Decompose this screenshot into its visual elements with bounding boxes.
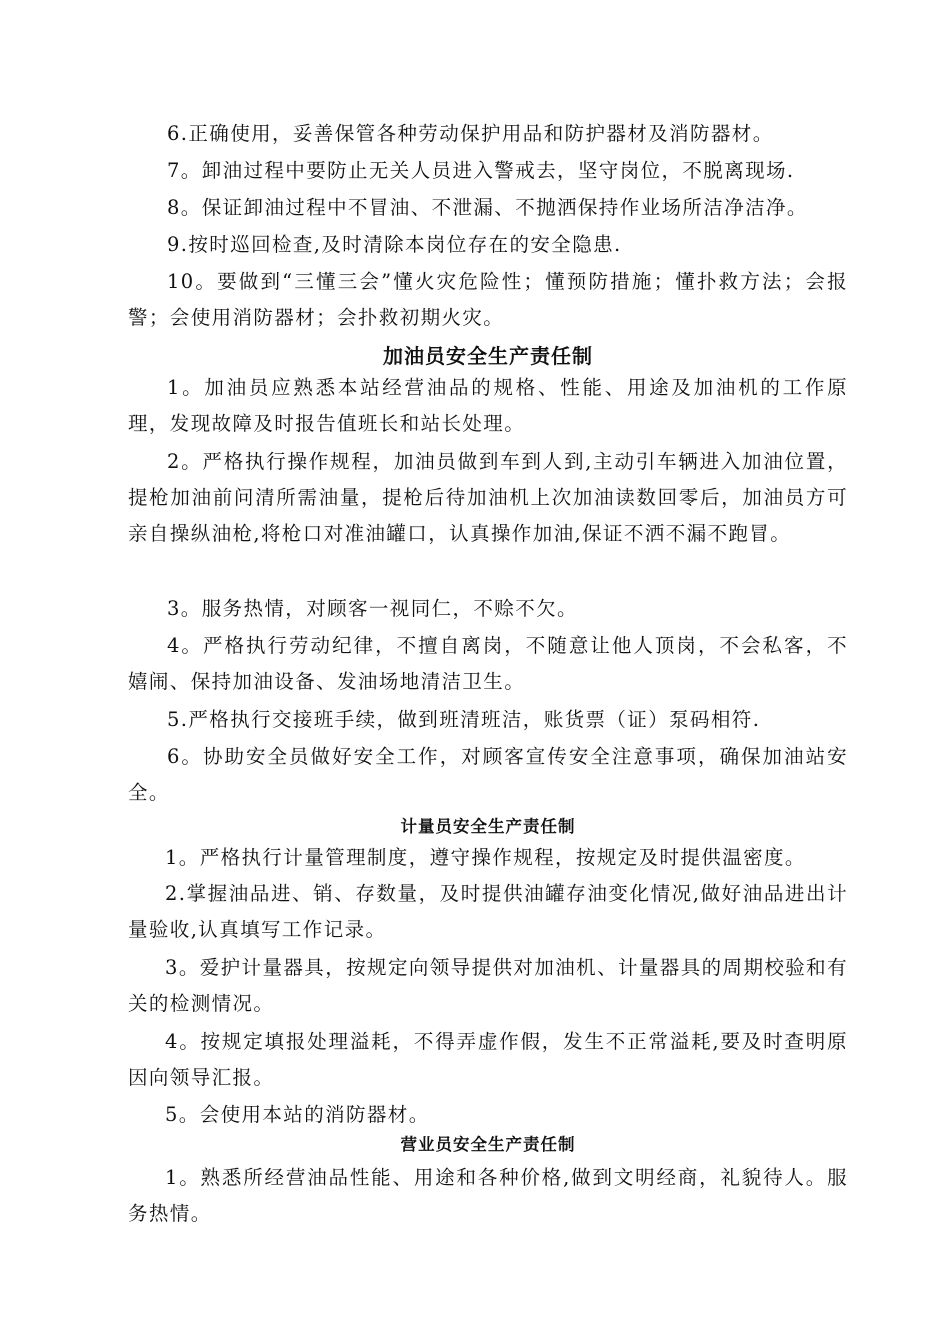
- paragraph-sales-item-1: 1。熟悉所经营油品性能、用途和各种价格,做到文明经商，礼貌待人。服务热情。: [128, 1166, 848, 1225]
- paragraph-prev-item-8: 8。保证卸油过程中不冒油、不泄漏、不抛洒保持作业场所洁净洁净。: [167, 196, 808, 219]
- paragraph-fueler-item-2: 2。严格执行操作规程，加油员做到车到人到,主动引车辆进入加油位置，提枪加油前问清所需油量，提枪后待加油机上次加油读数回零后，加油员方可亲自操纵油枪,将枪口对准油罐口，认真操作加油,保证不洒不漏不跑冒。: [128, 450, 848, 545]
- paragraph-prev-item-6: 6.正确使用，妥善保管各种劳动保护用品和防护器材及消防器材。: [167, 122, 774, 145]
- paragraph-fueler-item-3: 3。服务热情，对顾客一视同仁，不赊不欠。: [167, 597, 578, 620]
- section-title-fueler: 加油员安全生产责任制: [383, 344, 593, 368]
- paragraph-metering-item-5: 5。会使用本站的消防器材。: [165, 1103, 430, 1126]
- paragraph-prev-item-10: 10。要做到“三懂三会”懂火灾危险性；懂预防措施；懂扑救方法；会报警；会使用消防器材；会扑救初期火灾。: [128, 270, 848, 329]
- paragraph-prev-item-7: 7。卸油过程中要防止无关人员进入警戒去，坚守岗位，不脱离现场.: [167, 159, 795, 182]
- paragraph-fueler-item-4: 4。严格执行劳动纪律，不擅自离岗，不随意让他人顶岗，不会私客，不嬉闹、保持加油设备、发油场地清洁卫生。: [128, 634, 848, 693]
- paragraph-metering-item-1: 1。严格执行计量管理制度，遵守操作规程，按规定及时提供温密度。: [165, 846, 806, 869]
- paragraph-fueler-item-5: 5.严格执行交接班手续，做到班清班洁，账货票（证）泵码相符.: [167, 708, 761, 731]
- paragraph-metering-item-4: 4。按规定填报处理溢耗，不得弄虚作假，发生不正常溢耗,要及时查明原因向领导汇报。: [128, 1030, 848, 1089]
- paragraph-metering-item-2: 2.掌握油品进、销、存数量，及时提供油罐存油变化情况,做好油品进出计量验收,认真填写工作记录。: [128, 882, 848, 941]
- section-title-metering: 计量员安全生产责任制: [400, 817, 576, 836]
- section-title-sales: 营业员安全生产责任制: [400, 1135, 576, 1154]
- paragraph-prev-item-9: 9.按时巡回检查,及时清除本岗位存在的安全隐患.: [167, 233, 622, 256]
- paragraph-fueler-item-6: 6。协助安全员做好安全工作，对顾客宣传安全注意事项，确保加油站安全。: [128, 745, 848, 804]
- paragraph-fueler-item-1: 1。加油员应熟悉本站经营油品的规格、性能、用途及加油机的工作原理，发现故障及时报告值班长和站长处理。: [128, 376, 848, 435]
- paragraph-metering-item-3: 3。爱护计量器具，按规定向领导提供对加油机、计量器具的周期校验和有关的检测情况。: [128, 956, 848, 1015]
